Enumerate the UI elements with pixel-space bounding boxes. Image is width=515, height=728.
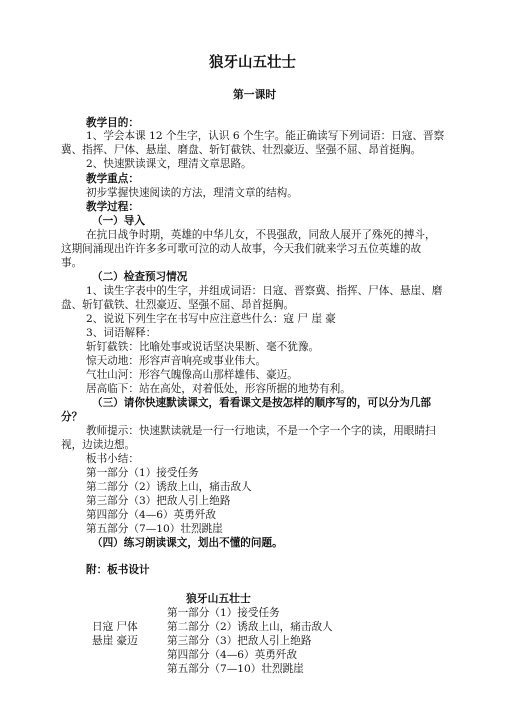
objective-1-line-2: 冀、指挥、尸体、悬崖、磨盘、斩钉截铁、壮烈豪迈、坚强不屈、昂首挺胸。 [61,144,422,156]
focus-text: 初步掌握快速阅读的方法，理清文章的结构。 [86,187,298,199]
process-heading: 教学过程： [86,201,139,213]
section-2-item-2: 2、说说下列生字在书写中应注意些什么：寇 尸 崖 豪 [86,313,336,325]
document-title: 狼牙山五壮士 [209,55,296,71]
summary-part-4: 第四部分（4—6）英勇歼敌 [86,509,217,521]
focus-heading: 教学重点： [86,173,139,185]
section-3-heading-line-2: 分？ [61,411,83,423]
section-2-heading: （二）检查预习情况 [92,271,188,283]
summary-part-3: 第三部分（3）把敌人引上绝路 [86,495,231,507]
definition-2: 惊天动地：形容声音响亮或事业伟大。 [86,355,267,367]
section-1-heading: （一）导入 [92,215,145,227]
objectives-heading: 教学目的： [86,117,139,129]
section-2-item-1-line-2: 盘、斩钉截铁、壮烈豪迈、坚强不屈、昂首挺胸。 [61,299,295,311]
section-3-heading-line-1: （三）请你快速默读课文，看看课文是按怎样的顺序写的，可以分为几部 [92,397,431,409]
objective-1-line-1: 1、学会本课 12 个生字，认识 6 个生字。能正确读写下列词语：日寇、晋察 [86,130,445,142]
board-part-2: 第二部分（2）诱敌上山，痛击敌人 [167,621,333,633]
section-4-heading: （四）练习朗读课文，划出不懂的问题。 [92,537,283,549]
board-part-5: 第五部分（7—10）壮烈跳崖 [167,663,304,675]
section-1-line-3: 事。 [61,257,83,269]
teacher-tip-line-1: 教师提示：快速默读就是一行一行地读，不是一个字一个字的读，用眼睛扫 [86,425,436,437]
section-2-item-1-line-1: 1、读生字表中的生字，并组成词语：日寇、晋察冀、指挥、尸体、悬崖、磨 [86,285,443,297]
definition-4: 居高临下：站在高处，对着低处，形容所据的地势有利。 [86,383,351,395]
section-1-line-1: 在抗日战争时期，英雄的中华儿女，不畏强敌，同敌人展开了殊死的搏斗， [86,229,436,241]
lesson-subtitle: 第一课时 [233,88,277,101]
board-design-title: 狼牙山五壮士 [186,592,251,605]
board-left-row-2: 悬崖 豪迈 [92,635,138,647]
section-1-line-2: 这期间涌现出许许多多可歌可泣的动人故事，今天我们就来学习五位英雄的故 [61,243,422,255]
board-left-row-1: 日寇 尸体 [92,621,138,633]
definition-3: 气壮山河：形容气魄像高山那样雄伟、豪迈。 [86,369,298,381]
summary-part-2: 第二部分（2）诱敌上山，痛击敌人 [86,481,252,493]
appendix-heading: 附：板书设计 [86,564,150,576]
teacher-tip-line-2: 视，边读边想。 [61,439,136,451]
board-summary-label: 板书小结： [86,453,139,465]
definition-1: 斩钉截铁：比喻处事或说话坚决果断、毫不犹豫。 [86,341,320,353]
summary-part-1: 第一部分（1）接受任务 [86,467,199,479]
board-part-1: 第一部分（1）接受任务 [167,607,280,619]
board-part-4: 第四部分（4—6）英勇歼敌 [167,649,298,661]
board-part-3: 第三部分（3）把敌人引上绝路 [167,635,312,647]
section-2-item-3: 3、词语解释： [86,327,157,339]
summary-part-5: 第五部分（7—10）壮烈跳崖 [86,523,223,535]
objective-2: 2、快速默读课文，理清文章思路。 [86,158,252,170]
